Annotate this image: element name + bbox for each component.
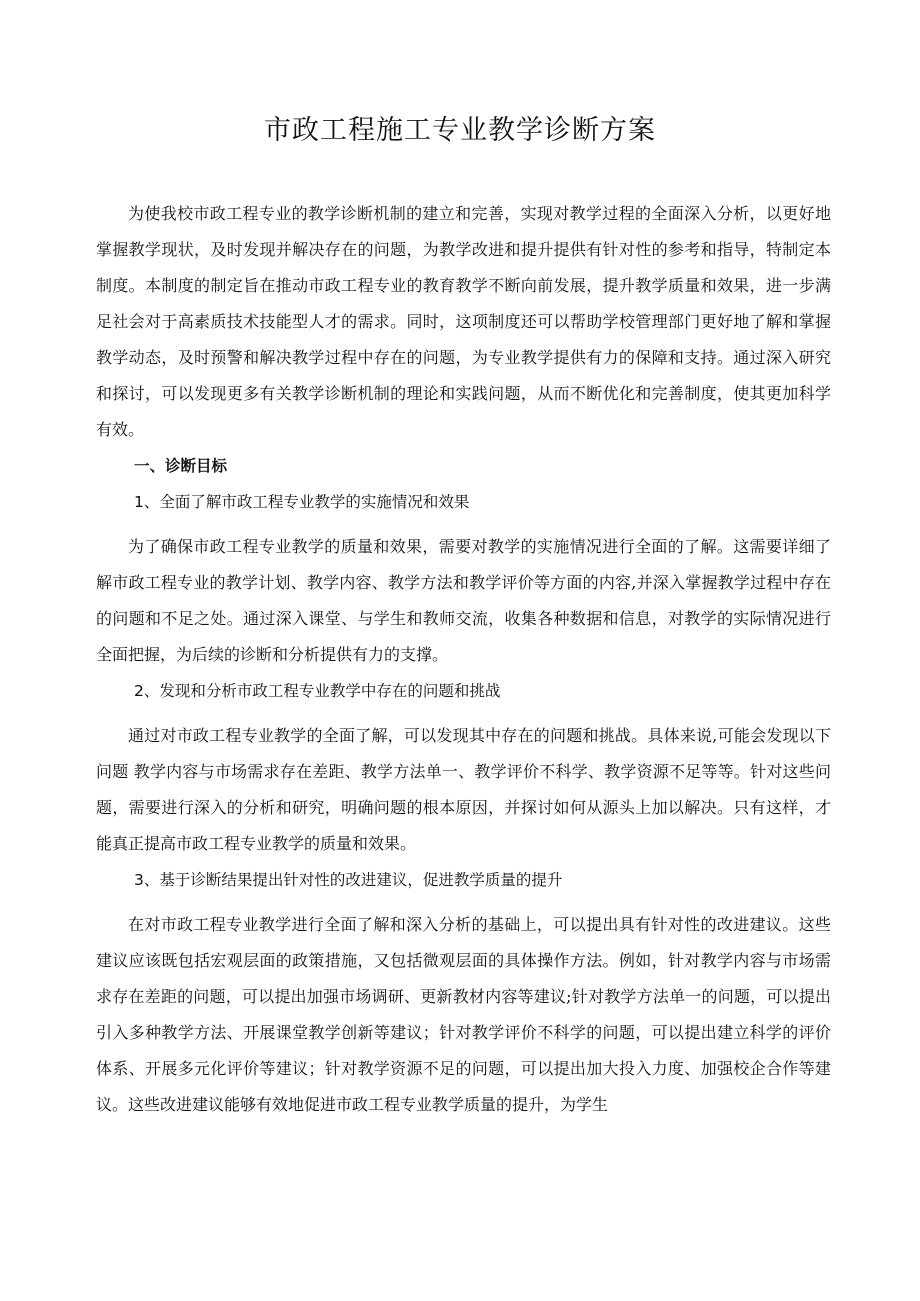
item-1-heading: 1、全面了解市政工程专业教学的实施情况和效果 <box>134 493 470 511</box>
document-body <box>96 196 831 1123</box>
item-3-heading: 3、基于诊断结果提出针对性的改进建议，促进教学质量的提升 <box>134 871 563 889</box>
item-3-paragraph: 在对市政工程专业教学进行全面了解和深入分析的基础上，可以提出具有针对性的改进建议。这些建议应该既包括宏观层面的政策措施，又包括微观层面的具体操作方法。例如，针对教学内容与市场需求存在差距的问题，可以提出加强市场调研、更新教材内容等建议;针对教学方法单一的问题，可以提出引入多种教学方法、开展课堂教学创新等建议；针对教学评价不科学的问题，可以提出建立科学的评价体系、开展多元化评价等建议；针对教学资源不足的问题，可以提出加大投入力度、加强校企合作等建议。这些改进建议能够有效地促进市政工程专业教学质量的提升，为学生 <box>96 915 831 1114</box>
document-title: 市政工程施工专业教学诊断方案 <box>264 115 656 146</box>
section-heading-diagnosis-goals: 一、诊断目标 <box>134 457 228 475</box>
item-2-paragraph: 通过对市政工程专业教学的全面了解，可以发现其中存在的问题和挑战。具体来说,可能会发现以下问题 教学内容与市场需求存在差距、教学方法单一、教学评价不科学、教学资源不足等等。针对这些问题，需要进行深入的分析和研究，明确问题的根本原因，并探讨如何从源头上加以解决。只有这样，才能真正提高市政工程专业教学的质量和效果。 <box>96 726 831 853</box>
item-2-heading: 2、发现和分析市政工程专业教学中存在的问题和挑战 <box>134 682 501 700</box>
item-1-paragraph: 为了确保市政工程专业教学的质量和效果，需要对教学的实施情况进行全面的了解。这需要详细了解市政工程专业的教学计划、教学内容、教学方法和教学评价等方面的内容,并深入掌握教学过程中存在的问题和不足之处。通过深入课堂、与学生和教师交流，收集各种数据和信息，对教学的实际情况进行全面把握，为后续的诊断和分析提供有力的支撑。 <box>96 537 831 664</box>
intro-paragraph: 为使我校市政工程专业的教学诊断机制的建立和完善，实现对教学过程的全面深入分析，以更好地掌握教学现状，及时发现并解决存在的问题，为教学改进和提升提供有针对性的参考和指导，特制定本制度。本制度的制定旨在推动市政工程专业的教育教学不断向前发展，提升教学质量和效果，进一步满足社会对于高素质技术技能型人才的需求。同时，这项制度还可以帮助学校管理部门更好地了解和掌握教学动态，及时预警和解决教学过程中存在的问题，为专业教学提供有力的保障和支持。通过深入研究和探讨，可以发现更多有关教学诊断机制的理论和实践问题，从而不断优化和完善制度，使其更加科学有效。 <box>96 204 831 439</box>
